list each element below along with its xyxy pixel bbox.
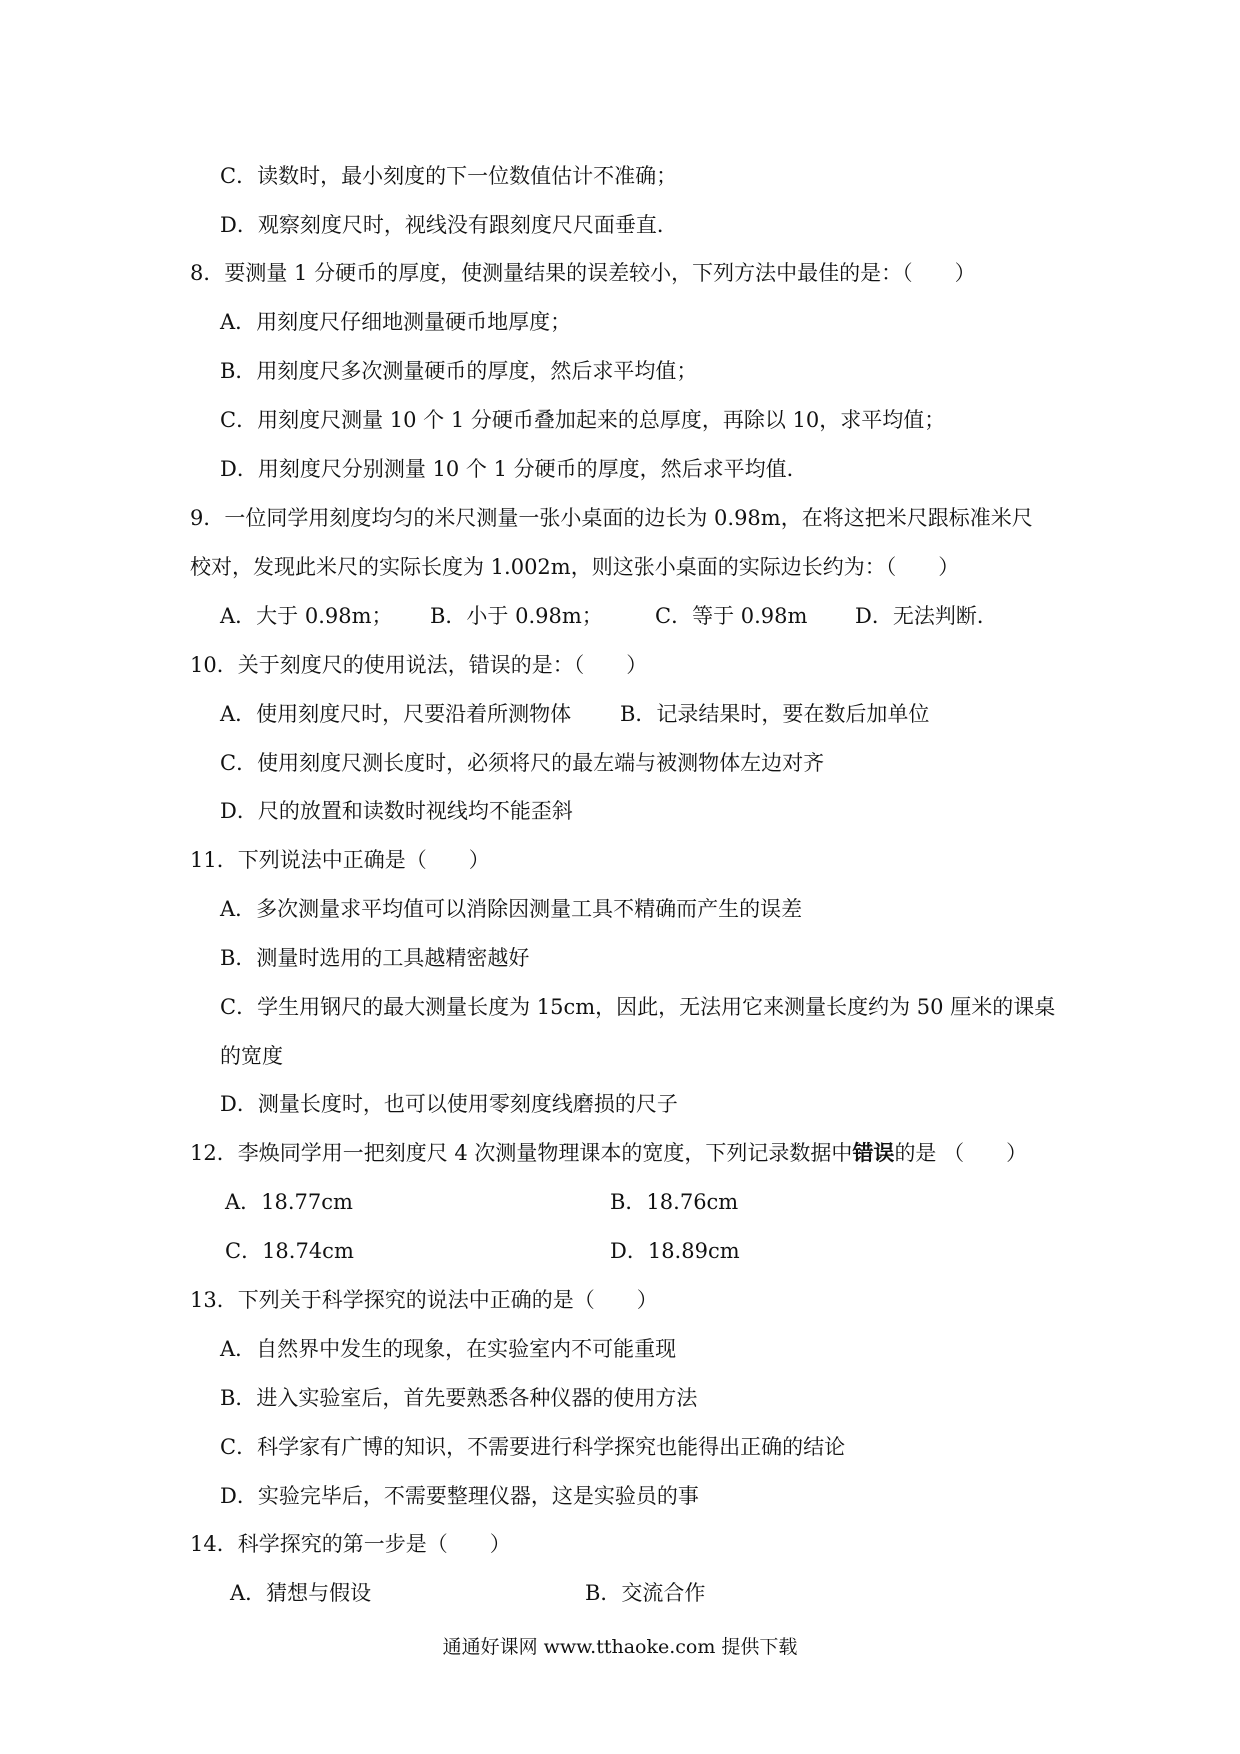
q10-options-row-ab xyxy=(0,700,1240,728)
q10-option-b: B．记录结果时，要在数后加单位 xyxy=(620,702,930,726)
q8-option-c: C．用刻度尺测量 10 个 1 分硬币叠加起来的总厚度，再除以 10，求平均值； xyxy=(220,408,946,432)
q11-option-b: B．测量时选用的工具越精密越好 xyxy=(220,946,530,970)
q10-stem: 10．关于刻度尺的使用说法，错误的是：（ ） xyxy=(190,653,648,677)
q9-option-b: B．小于 0.98m； xyxy=(430,604,603,628)
q11-option-c-line2: 的宽度 xyxy=(220,1044,283,1068)
q13-option-c: C．科学家有广博的知识，不需要进行科学探究也能得出正确的结论 xyxy=(220,1435,846,1459)
q14-stem: 14．科学探究的第一步是（ ） xyxy=(190,1532,511,1556)
q10-option-d: D．尺的放置和读数时视线均不能歪斜 xyxy=(220,799,573,823)
page-footer: 通通好课网 www.tthaoke.com 提供下载 xyxy=(442,1636,798,1658)
q8-stem: 8．要测量 1 分硬币的厚度，使测量结果的误差较小，下列方法中最佳的是：（ ） xyxy=(190,261,976,285)
q12-stem xyxy=(190,1139,1027,1167)
q12-option-a: A．18.77cm xyxy=(225,1190,353,1214)
q14-options-row xyxy=(0,1579,1240,1607)
q12-option-c: C．18.74cm xyxy=(225,1239,354,1263)
q12-stem-suffix: 的是 （ ） xyxy=(894,1141,1028,1165)
q12-options-row-cd xyxy=(0,1237,1240,1265)
q12-option-d: D．18.89cm xyxy=(610,1239,740,1263)
q9-stem-line1: 9．一位同学用刻度均匀的米尺测量一张小桌面的边长为 0.98m，在将这把米尺跟标准米尺 xyxy=(190,506,1033,530)
q13-option-d: D．实验完毕后，不需要整理仪器，这是实验员的事 xyxy=(220,1484,699,1508)
q14-option-b: B．交流合作 xyxy=(585,1581,706,1605)
q10-option-a: A．使用刻度尺时，尺要沿着所测物体 xyxy=(220,702,572,726)
q12-stem-prefix: 12．李焕同学用一把刻度尺 4 次测量物理课本的宽度，下列记录数据中 xyxy=(190,1141,853,1165)
q12-option-b: B．18.76cm xyxy=(610,1190,739,1214)
q9-option-a: A．大于 0.98m； xyxy=(220,604,393,628)
q11-option-c-line1: C．学生用钢尺的最大测量长度为 15cm，因此，无法用它来测量长度约为 50 厘米的课桌 xyxy=(220,995,1056,1019)
q8-option-b: B．用刻度尺多次测量硬币的厚度，然后求平均值； xyxy=(220,359,698,383)
q13-stem: 13．下列关于科学探究的说法中正确的是（ ） xyxy=(190,1288,658,1312)
q9-option-d: D．无法判断． xyxy=(855,604,998,628)
q7-option-c: C．读数时，最小刻度的下一位数值估计不准确； xyxy=(220,164,678,188)
q10-option-c: C．使用刻度尺测长度时，必须将尺的最左端与被测物体左边对齐 xyxy=(220,751,825,775)
q11-option-d: D．测量长度时，也可以使用零刻度线磨损的尺子 xyxy=(220,1092,678,1116)
q14-option-a: A．猜想与假设 xyxy=(230,1581,372,1605)
q8-option-a: A．用刻度尺仔细地测量硬币地厚度； xyxy=(220,310,572,334)
q9-option-c: C．等于 0.98m xyxy=(655,604,808,628)
q11-stem: 11．下列说法中正确是（ ） xyxy=(190,848,490,872)
q11-option-a: A．多次测量求平均值可以消除因测量工具不精确而产生的误差 xyxy=(220,897,803,921)
q9-options-row xyxy=(0,602,1240,630)
q13-option-b: B．进入实验室后，首先要熟悉各种仪器的使用方法 xyxy=(220,1386,698,1410)
q12-options-row-ab xyxy=(0,1188,1240,1216)
q7-option-d: D．观察刻度尺时，视线没有跟刻度尺尺面垂直． xyxy=(220,213,678,237)
q9-stem-line2: 校对，发现此米尺的实际长度为 1.002m，则这张小桌面的实际边长约为：（ ） xyxy=(190,555,960,579)
q8-option-d: D．用刻度尺分别测量 10 个 1 分硬币的厚度，然后求平均值． xyxy=(220,457,808,481)
q13-option-a: A．自然界中发生的现象，在实验室内不可能重现 xyxy=(220,1337,677,1361)
q12-stem-emphasis: 错误 xyxy=(852,1141,895,1165)
